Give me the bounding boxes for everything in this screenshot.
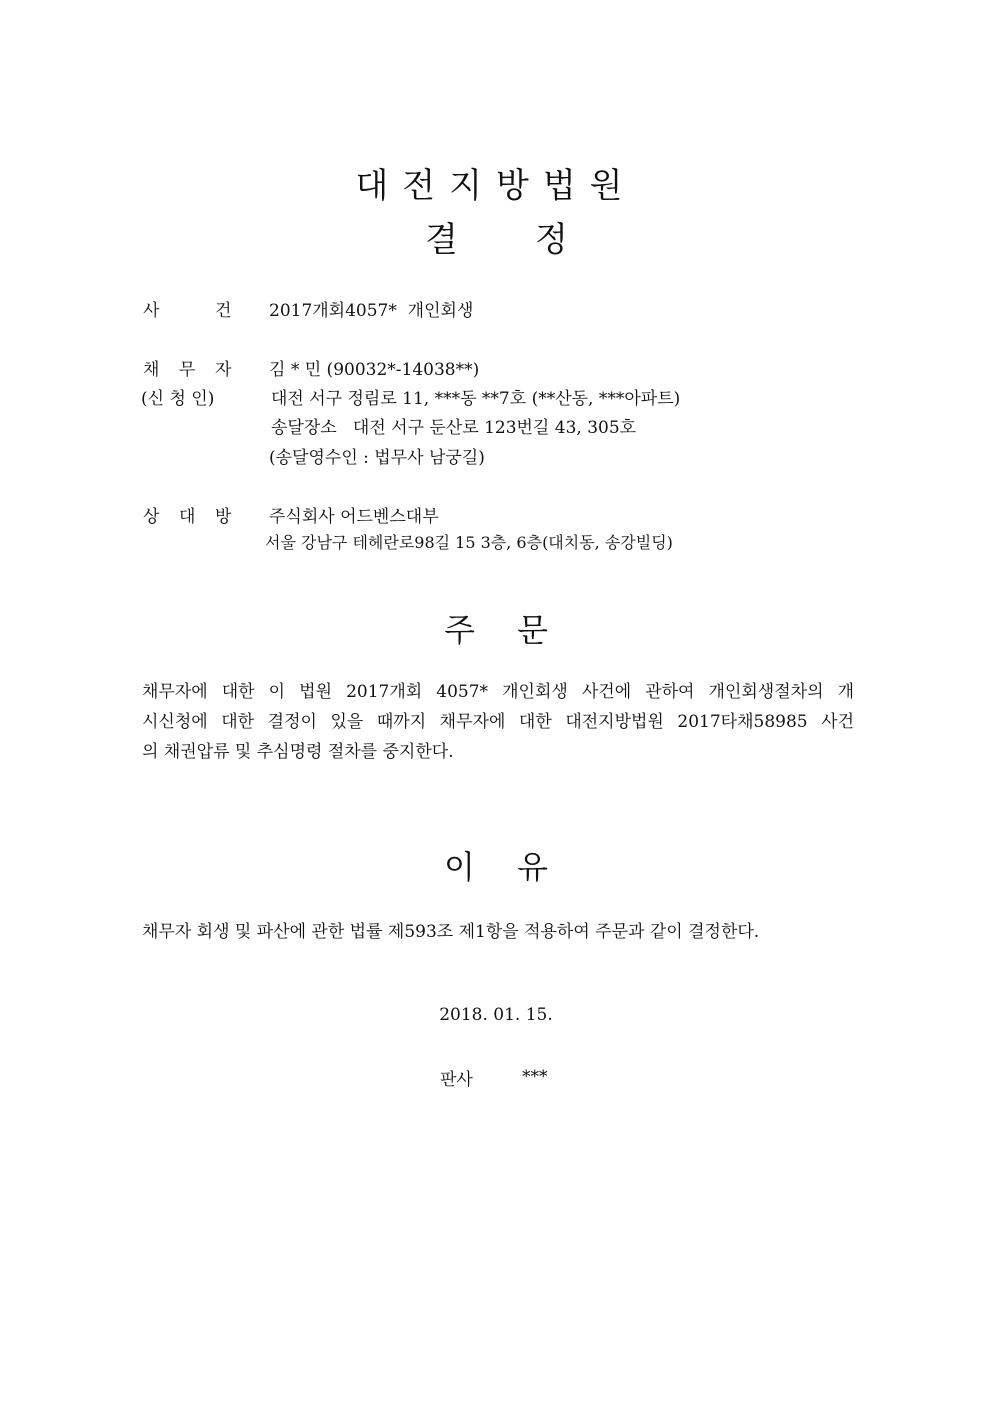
judge-name: ***: [522, 1067, 548, 1087]
heading-char: 문: [517, 611, 548, 649]
case-number: 2017개회4057* 개인회생: [269, 301, 474, 321]
counterparty-name: 주식회사 어드벤스대부: [269, 507, 439, 527]
label-char: 방: [215, 507, 232, 527]
delivery-receiver: (송달영수인 : 법무사 남궁길): [269, 448, 485, 468]
order-heading: [0, 605, 992, 649]
order-line: 채무자에 대한 이 법원 2017개회 4057* 개인회생 사건에 관하여 개인회생절차의 개: [142, 682, 854, 702]
heading-char: 유: [517, 848, 548, 886]
case-label: [0, 296, 300, 320]
heading-char: 주: [444, 611, 475, 649]
label-char: 대: [179, 507, 196, 527]
heading-char: 이: [444, 848, 475, 886]
label-char: 사: [143, 301, 160, 321]
counterparty-address: 서울 강남구 테헤란로98길 15 3층, 6층(대치동, 송강빌딩): [265, 533, 673, 552]
label-char: 무: [179, 360, 196, 380]
title-char: 결: [425, 220, 458, 260]
counterparty-label: [0, 502, 300, 526]
debtor-label: [0, 355, 300, 379]
court-name: 대전지방법원: [355, 166, 637, 206]
order-line: 시신청에 대한 결정이 있을 때까지 채무자에 대한 대전지방법원 2017타채58985 사건: [142, 712, 854, 732]
judge-label: 판사: [440, 1070, 473, 1090]
label-char: 건: [215, 301, 232, 321]
debtor-address: 대전 서구 정림로 11, ***동 **7호 (**산동, ***아파트): [271, 389, 681, 409]
reason-text: 채무자 회생 및 파산에 관한 법률 제593조 제1항을 적용하여 주문과 같이 결정한다.: [142, 922, 760, 942]
decision-date: 2018. 01. 15.: [439, 1005, 553, 1025]
title-char: 정: [535, 220, 568, 260]
order-text: [142, 677, 854, 767]
label-char: 채: [143, 360, 160, 380]
document-title: [0, 212, 992, 260]
debtor-name: 김 * 민 (90032*-14038**): [269, 360, 480, 380]
label-char: 자: [215, 360, 232, 380]
delivery-address: 송달장소 대전 서구 둔산로 123번길 43, 305호: [271, 418, 637, 438]
applicant-label: (신 청 인): [141, 389, 215, 409]
reason-heading: [0, 842, 992, 886]
order-line: 의 채권압류 및 추심명령 절차를 중지한다.: [142, 742, 454, 762]
label-char: 상: [143, 507, 160, 527]
